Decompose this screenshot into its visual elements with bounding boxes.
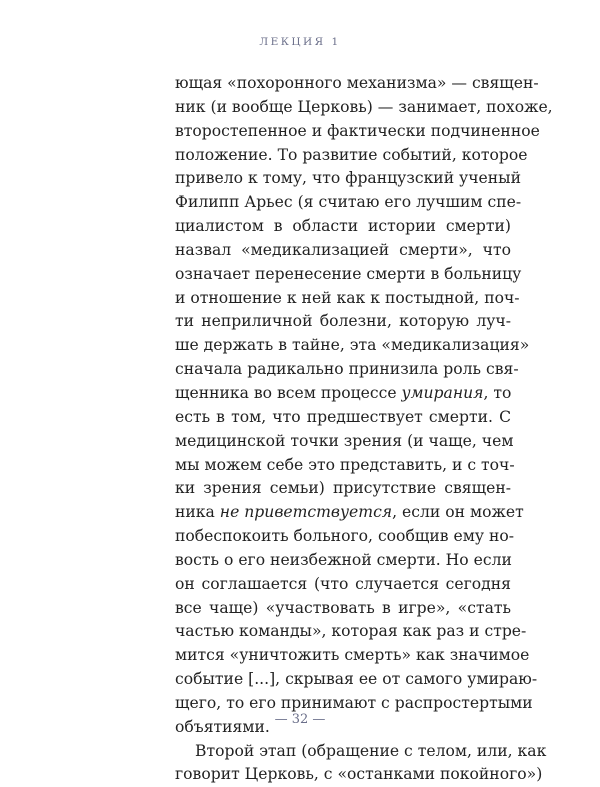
text-line: мится «уничтожить смерть» как значимое [175, 646, 530, 665]
text-line: циалистом в области истории смерти) [175, 217, 511, 236]
text-line: ника не приветствуется, если он может [175, 503, 524, 522]
text-line: второстепенное и фактически подчиненное [175, 121, 540, 140]
text-line: вость о его неизбежной смерти. Но если [175, 550, 512, 569]
page-number: — 32 — [274, 712, 326, 727]
text-line: есть в том, что предшествует смерти. С [175, 407, 511, 426]
text-line: ющая «похоронного механизма» — священ- [175, 74, 539, 92]
text-line: ше держать в тайне, эта «медикализация» [175, 336, 530, 355]
text-line: ти неприличной болезни, которую луч- [175, 312, 511, 331]
text-line: мы можем себе это представить, и с точ- [175, 455, 515, 474]
text-line: Филипп Арьес (я считаю его лучшим спе- [175, 193, 522, 212]
text-line: Второй этап (обращение с телом, или, как [195, 741, 547, 760]
text-line: все чаще) «участвовать в игре», «стать [175, 598, 511, 617]
text-line: говорит Церковь, с «останками покойного») [175, 765, 543, 784]
text-line: ки зрения семьи) присутствие священ- [175, 479, 511, 498]
text-line: положение. То развитие событий, которое [175, 145, 528, 164]
text-line: назвал «медикализацией смерти», что [175, 240, 511, 259]
text-line: побеспокоить больного, сообщив ему но- [175, 527, 515, 546]
text-line: событие [...], скрывая ее от самого умираю- [175, 670, 538, 689]
text-line: сначала радикально принизила роль свя- [175, 360, 519, 379]
text-line: медицинской точки зрения (и чаще, чем [175, 431, 514, 450]
text-line: и отношение к ней как к постыдной, поч- [175, 288, 520, 307]
text-line: щенника во всем процессе умирания, то [175, 383, 512, 402]
body-text [175, 72, 553, 787]
text-line: объятиями. [175, 717, 270, 736]
text-line: частью команды», которая как раз и стре- [175, 622, 527, 641]
running-head: ЛЕКЦИЯ 1 [259, 36, 341, 48]
text-line: ник (и вообще Церковь) — занимает, похоже, [175, 97, 553, 116]
italic-emphasis: умирания [401, 383, 484, 402]
text-line: он соглашается (что случается сегодня [175, 574, 511, 593]
text-line: щего, то его принимают с распростертыми [175, 693, 533, 712]
text-line: означает перенесение смерти в больницу [175, 264, 522, 283]
italic-emphasis: не приветствуется [219, 503, 393, 522]
text-line: привело к тому, что французский ученый [175, 169, 521, 188]
